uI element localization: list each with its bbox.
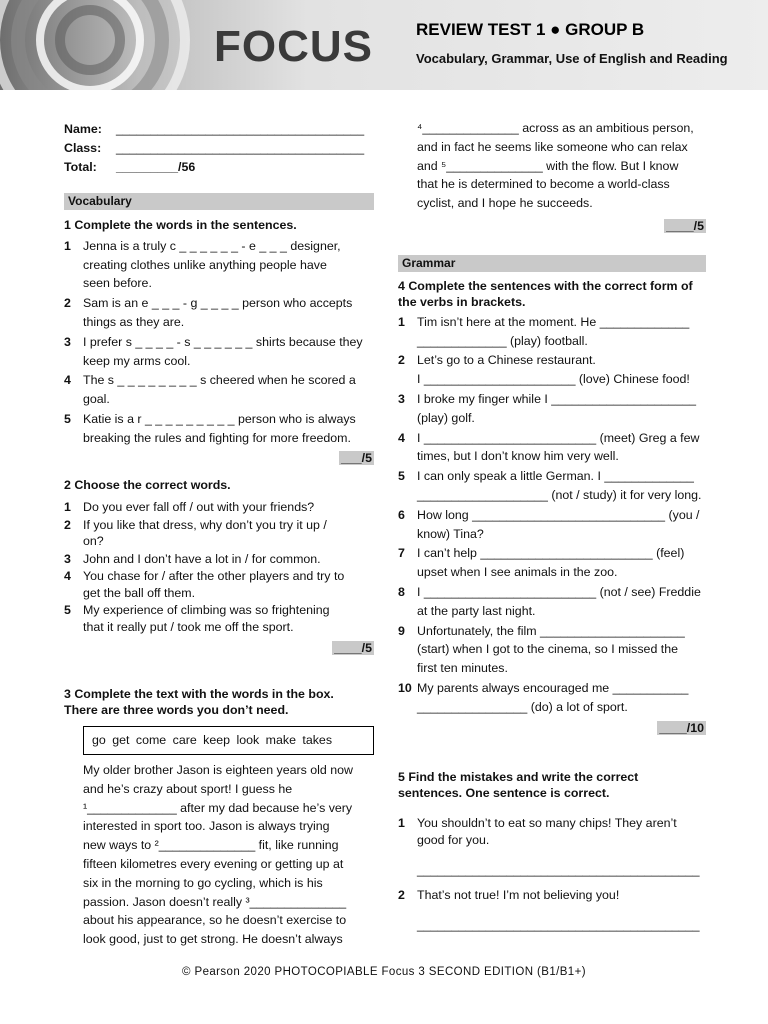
item-text: If you like that dress, why don’t you try it up / on? [83,517,327,549]
list-item [398,429,706,467]
list-item [64,371,374,409]
exercise-1-title: 1 Complete the words in the sentences. [64,218,297,232]
item-number: 10 [398,680,412,695]
list-item [398,622,706,678]
left-column [64,120,374,949]
answer-line[interactable]: _________________________________________ [417,863,700,878]
right-column [398,119,706,942]
item-text: You chase for / after the other players and try to get the ball off them. [83,569,345,600]
item-text: Jenna is a truly c _ _ _ _ _ _ - e _ _ _ designer, creating clothes unlike anything people have seen before. [83,238,341,291]
exercise-2-title: 2 Choose the correct words. [64,478,231,493]
item-text: How long ____________________________ (you / know) Tina? [417,507,700,541]
item-text: My experience of climbing was so frightening that it really put / took me off the sport. [83,603,330,634]
list-item [64,294,374,332]
grammar-heading: Grammar [398,255,706,272]
item-number: 3 [64,334,71,349]
item-text: I can only speak a little German. I _____________ ___________________ (not / study) it for very long. [417,469,702,502]
total-field: _________/56 [116,160,196,174]
list-item [64,551,374,568]
exercise-5-list [398,815,706,934]
footer: © Pearson 2020 PHOTOCOPIABLE Focus 3 SECOND EDITION (B1/B1+) [182,966,586,978]
item-number: 5 [398,469,405,484]
item-text: You shouldn’t to eat so many chips! They aren’t good for you. [417,816,677,847]
exercise-3-text: My older brother Jason is eighteen years old now and he’s crazy about sport! I guess he ¹_____________ after my dad because he’s very interested in sport too. Jason is always trying new ways to ²______________ fit, like running fifteen kilometres every evening or getting up at six in the morning to go cycling, which is his passion. Jason doesn’t really ³______________ about his appearance, so he doesn’t exercise to look good, just to get strong. He doesn’t always [83,762,353,947]
answer-line[interactable]: _________________________________________ [417,918,700,933]
exercise-2-list [64,499,374,635]
item-text: I can’t help _________________________ (feel) upset when I see animals in the zoo. [417,546,685,580]
item-text: Unfortunately, the film _____________________ (start) when I got to the cinema, so I missed the first ten minutes. [417,623,685,676]
name-field[interactable]: ____________________________________ [116,122,365,136]
list-item [64,333,374,371]
exercise-3-text-continued: ⁴______________ across as an ambitious person, and in fact he seems like someone who can relax and ⁵______________ with the flow. But I know that he is determined to become a world-class cyclist, and I hope he succeeds. [417,121,694,211]
name-row [64,120,374,139]
item-number: 2 [64,517,71,532]
item-number: 4 [398,430,405,445]
item-number: 3 [398,391,405,406]
exercise-1-list [64,237,374,448]
item-text: Katie is a r _ _ _ _ _ _ _ _ _ person who is always breaking the rules and fighting for more freedom. [83,411,356,445]
item-number: 2 [398,887,405,902]
list-item [398,467,706,505]
exercise-2-score: ____/5 [334,641,372,656]
item-text: John and I don’t have a lot in / for common. [83,551,321,566]
list-item [398,583,706,621]
exercise-4-list [398,313,706,717]
exercise-4-score: ____/10 [659,720,704,735]
item-number: 1 [398,314,405,329]
item-text: The s _ _ _ _ _ _ _ _ s cheered when he scored a goal. [83,373,356,407]
item-number: 2 [398,353,405,368]
item-number: 1 [64,238,71,253]
item-text: I _________________________ (meet) Greg a few times, but I don’t know him very well. [417,430,700,464]
class-row [64,139,374,158]
item-text: Do you ever fall off / out with your friends? [83,500,315,515]
list-item [398,351,706,389]
list-item [398,815,706,879]
exercise-1-score: ___/5 [340,450,372,465]
exercise-5-title: 5 Find the mistakes and write the correct sentences. One sentence is correct. [398,770,639,801]
vocabulary-heading: Vocabulary [64,193,374,210]
item-number: 9 [398,623,405,638]
focus-logo: FOCUS [214,22,373,71]
item-text: My parents always encouraged me ___________ ________________ (do) a lot of sport. [417,680,689,714]
item-number: 1 [64,500,71,515]
class-label: Class: [64,141,102,155]
list-item [398,313,706,351]
class-field[interactable]: ____________________________________ [116,141,365,155]
list-item [64,410,374,448]
list-item [398,390,706,428]
list-item [64,499,374,516]
item-number: 6 [398,507,405,522]
item-text: I prefer s _ _ _ _ - s _ _ _ _ _ _ shirts because they keep my arms cool. [83,334,363,368]
word-box: go get come care keep look make takes [83,726,374,755]
item-number: 4 [64,373,71,388]
item-number: 1 [398,816,405,831]
item-number: 8 [398,584,405,599]
exercise-3-score: ____/5 [666,218,704,233]
item-number: 4 [64,569,71,584]
list-item [398,506,706,544]
exercise-3-title: 3 Complete the text with the words in the box. There are three words you don’t need. [64,686,334,717]
item-text: Sam is an e _ _ _ - g _ _ _ _ person who accepts things as they are. [83,296,353,329]
item-number: 2 [64,296,71,311]
name-label: Name: [64,122,102,136]
item-text: I broke my finger while I _____________________ (play) golf. [417,391,696,425]
list-item [64,237,374,293]
exercise-4-title: 4 Complete the sentences with the correct form of the verbs in brackets. [398,278,693,309]
total-row [64,158,374,177]
test-title: REVIEW TEST 1 ● GROUP B [416,20,645,39]
test-subtitle: Vocabulary, Grammar, Use of English and Reading [416,51,728,66]
list-item [64,568,374,601]
list-item [398,679,706,717]
item-text: Tim isn’t here at the moment. He _____________ _____________ (play) football. [417,314,690,348]
list-item [64,602,374,635]
swirl-graphic [0,0,220,90]
item-number: 5 [64,603,71,618]
item-text: Let’s go to a Chinese restaurant. I ______________________ (love) Chinese food! [417,353,690,387]
item-number: 7 [398,546,405,561]
item-text: That’s not true! I’m not believing you! [417,887,620,902]
item-text: I _________________________ (not / see) Freddie at the party last night. [417,584,701,618]
header-banner [0,0,768,90]
list-item [398,544,706,582]
item-number: 5 [64,411,71,426]
item-number: 3 [64,551,71,566]
total-label: Total: [64,160,97,174]
list-item [398,887,706,934]
list-item [64,517,374,550]
